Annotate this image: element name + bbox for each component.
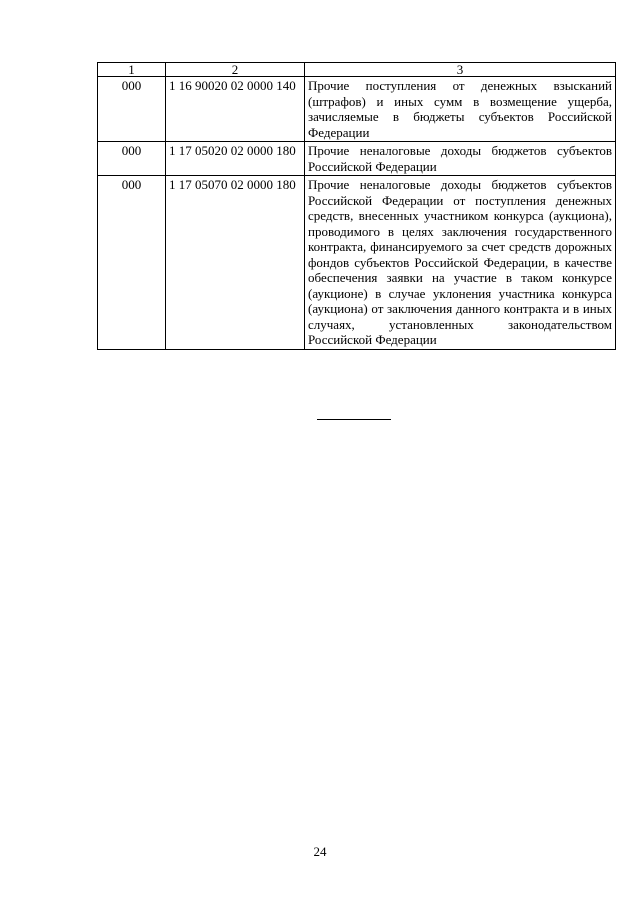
column-header-2: 2 bbox=[166, 63, 305, 77]
description-cell: Прочие неналоговые доходы бюджетов субъектов Российской Федерации bbox=[305, 142, 616, 176]
budget-income-table bbox=[97, 62, 616, 350]
description-cell: Прочие поступления от денежных взысканий (штрафов) и иных сумм в возмещение ущерба, зачисляемые в бюджеты субъектов Российской Федерации bbox=[305, 77, 616, 142]
table-row bbox=[98, 176, 616, 350]
admin-code-cell: 000 bbox=[98, 77, 166, 142]
table-row bbox=[98, 142, 616, 176]
table-row bbox=[98, 77, 616, 142]
income-code-cell: 1 16 90020 02 0000 140 bbox=[166, 77, 305, 142]
income-code-cell: 1 17 05020 02 0000 180 bbox=[166, 142, 305, 176]
admin-code-cell: 000 bbox=[98, 142, 166, 176]
page-number: 24 bbox=[313, 844, 327, 859]
table-header-row bbox=[98, 63, 616, 77]
column-header-3: 3 bbox=[305, 63, 616, 77]
income-code-cell: 1 17 05070 02 0000 180 bbox=[166, 176, 305, 350]
description-cell: Прочие неналоговые доходы бюджетов субъектов Российской Федерации от поступления денежных средств, внесенных участником конкурса (аукциона), проводимого в целях заключения государственного контракта, финансируемого за счет средств дорожных фондов субъектов Российской Федерации, в качестве обеспечения заявки на участие в таком конкурсе (аукционе) в случае уклонения участника конкурса (аукциона) от заключения данного контракта и в иных случаях, установленных законодательством Российской Федерации bbox=[305, 176, 616, 350]
end-separator-line bbox=[317, 419, 391, 420]
column-header-1: 1 bbox=[98, 63, 166, 77]
admin-code-cell: 000 bbox=[98, 176, 166, 350]
